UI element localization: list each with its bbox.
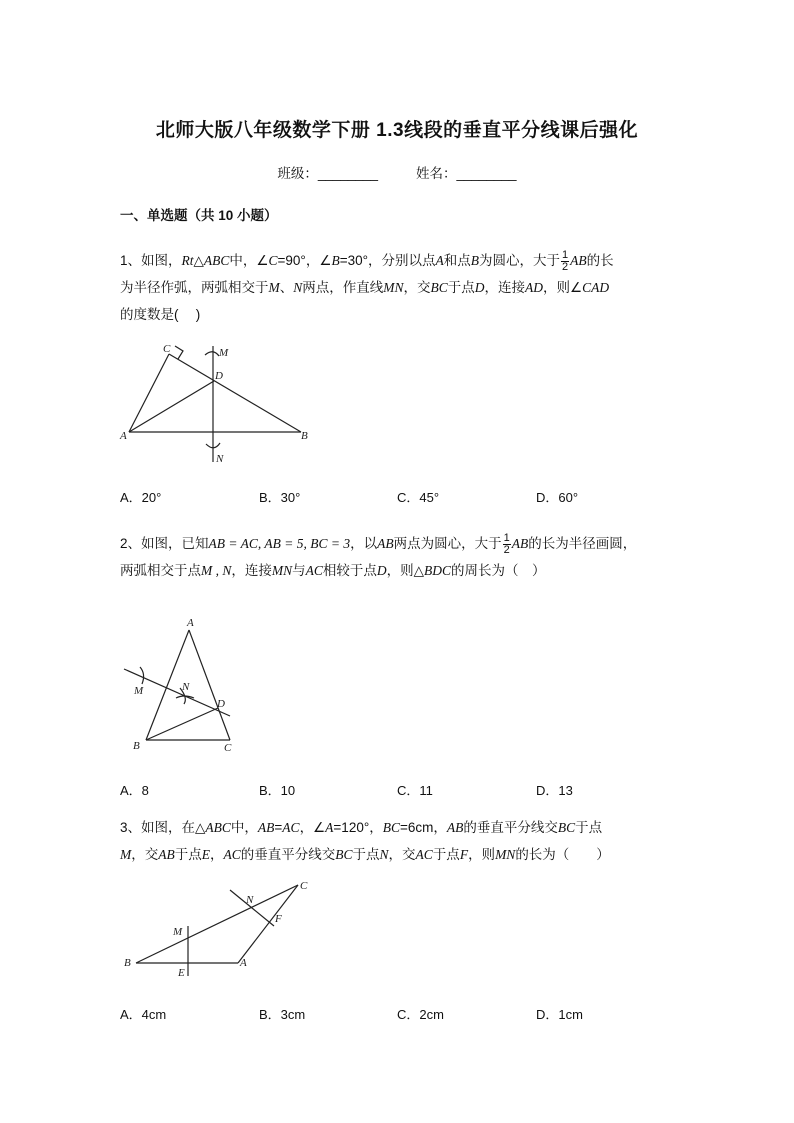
fig2-label-D: D [217, 698, 225, 710]
q1-option-b[interactable]: B．30° [259, 490, 301, 505]
figure-2 [118, 612, 248, 760]
fig2-label-A: A [187, 617, 194, 629]
fig1-label-M: M [219, 347, 229, 359]
question-2 [120, 530, 680, 584]
fig3-label-M: M [173, 926, 183, 938]
question-3 [120, 814, 680, 868]
question-1-line-1: 1、如图，Rt△ABC中，∠C=90°，∠B=30°，分别以点A和点B为圆心，大于 $\frac{1}{2}$ AB的长 [120, 248, 614, 273]
fraction-half: $\frac{1}{2}$ [503, 531, 510, 556]
q1-option-d[interactable]: D．60° [536, 490, 579, 505]
fig1-label-B: B [301, 430, 308, 442]
question-1-line-2: 为半径作弧，两弧相交于M、N两点，作直线MN，交BC于点D，连接AD，则∠CAD [120, 280, 610, 295]
fig3-label-A: A [240, 957, 247, 969]
fig1-label-C: C [163, 343, 171, 355]
question-1-line-3: 的度数是( ) [120, 307, 201, 322]
fig3-label-N: N [246, 894, 254, 906]
fig2-label-B: B [133, 740, 140, 752]
q2-option-a[interactable]: A．8 [120, 783, 149, 798]
fig3-label-F: F [275, 913, 282, 925]
fig2-label-N: N [182, 681, 190, 693]
fig2-label-M: M [134, 685, 144, 697]
fig1-label-A: A [120, 430, 127, 442]
question-2-line-2: 两弧相交于点M , N，连接MN与AC相较于点D，则△BDC的周长为（ ） [120, 563, 546, 578]
figure-1 [115, 340, 325, 470]
q1-option-c[interactable]: C．45° [397, 490, 440, 505]
q3-option-b[interactable]: B．3cm [259, 1007, 306, 1022]
fig2-label-C: C [224, 742, 232, 754]
figure-3 [118, 878, 318, 978]
question-3-line-1: 3、如图，在△ABC中，AB=AC，∠A=120°，BC=6cm，AB的垂直平分线交BC于点 [120, 820, 603, 835]
student-info [0, 162, 794, 182]
q3-option-a[interactable]: A．4cm [120, 1007, 167, 1022]
q2-option-b[interactable]: B．10 [259, 783, 296, 798]
fig3-label-E: E [178, 967, 185, 978]
question-2-line-1: 2、如图，已知AB = AC, AB = 5, BC = 3，以AB两点为圆心，大于 $\frac{1}{2}$ AB的长为半径画圆， [120, 531, 637, 556]
name-field[interactable]: 姓名：________ [416, 166, 517, 181]
fig3-label-C: C [300, 880, 308, 892]
fig3-label-B: B [124, 957, 131, 969]
fig1-label-D: D [215, 370, 223, 382]
question-3-line-2: M，交AB于点E，AC的垂直平分线交BC于点N，交AC于点F，则MN的长为（ ） [120, 847, 610, 862]
fraction-half: $\frac{1}{2}$ [562, 248, 569, 273]
q2-option-d[interactable]: D．13 [536, 783, 573, 798]
question-1 [120, 247, 680, 328]
page-title: 北师大版八年级数学下册 1.3线段的垂直平分线课后强化 [155, 120, 639, 141]
q3-option-d[interactable]: D．1cm [536, 1007, 583, 1022]
q2-option-c[interactable]: C．11 [397, 783, 433, 798]
class-field[interactable]: 班级：________ [277, 166, 378, 181]
fig1-label-N: N [216, 453, 224, 465]
q3-option-c[interactable]: C．2cm [397, 1007, 444, 1022]
section-title: 一、单选题（共 10 小题） [120, 208, 278, 223]
q1-option-a[interactable]: A．20° [120, 490, 162, 505]
